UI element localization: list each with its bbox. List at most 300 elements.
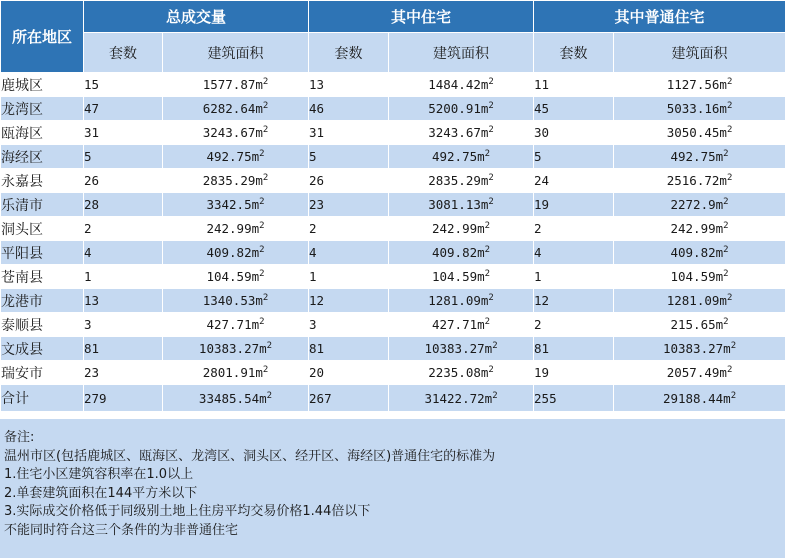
area-unit-superscript: 2	[726, 172, 733, 183]
ordinary-area	[614, 385, 786, 412]
notes-line: 温州市区(包括鹿城区、瓯海区、龙湾区、洞头区、经开区、海经区)普通住宅的标准为	[4, 448, 496, 464]
total-area	[163, 97, 309, 121]
region-name	[1, 313, 84, 337]
residential-area-value: 242.99	[431, 221, 478, 236]
total-area-value: 6282.64	[202, 101, 256, 116]
table-row	[1, 241, 786, 265]
ordinary-count-value: 24	[534, 173, 550, 188]
residential-area	[389, 337, 534, 361]
residential-area-value: 1281.09	[428, 293, 481, 308]
area-unit: m	[719, 101, 727, 116]
region-name	[1, 193, 84, 217]
total-count-value: 47	[84, 101, 100, 116]
area-unit-superscript: 2	[488, 124, 494, 135]
sub-header-area: 建筑面积	[163, 33, 309, 73]
ordinary-area	[614, 169, 786, 193]
residential-count	[309, 313, 389, 337]
ordinary-area-value: 409.82	[670, 245, 716, 260]
region-name-value: 洞头区	[1, 221, 43, 238]
region-name-value: 文成县	[1, 341, 43, 358]
total-area-value: 409.82	[206, 245, 252, 260]
ordinary-area	[614, 145, 786, 169]
residential-count	[309, 337, 389, 361]
ordinary-count-value: 45	[534, 101, 550, 116]
area-unit: m	[251, 149, 260, 164]
area-unit-superscript: 2	[723, 268, 729, 279]
residential-count	[309, 385, 389, 412]
total-label	[1, 385, 84, 412]
area-unit: m	[480, 125, 489, 140]
area-unit: m	[715, 317, 724, 332]
ordinary-count-value: 2	[534, 221, 542, 236]
area-unit-superscript: 2	[262, 292, 269, 303]
residential-area-value: 2235.08	[428, 365, 481, 380]
total-count	[84, 241, 163, 265]
area-unit-superscript: 2	[723, 220, 729, 231]
region-name-value: 龙湾区	[1, 101, 43, 118]
area-unit-superscript: 2	[488, 364, 494, 375]
residential-count-value: 20	[309, 365, 325, 380]
area-unit-superscript: 2	[723, 244, 729, 255]
residential-area	[389, 145, 534, 169]
total-area	[163, 385, 309, 412]
region-name	[1, 217, 84, 241]
total-count-value: 26	[84, 173, 100, 188]
total-count-value: 4	[84, 245, 92, 260]
sub-header-row	[1, 33, 786, 73]
ordinary-count	[534, 289, 614, 313]
area-unit-superscript: 2	[488, 172, 494, 183]
area-unit-superscript: 2	[484, 268, 491, 279]
residential-area	[389, 97, 534, 121]
residential-count-value: 267	[309, 390, 332, 406]
ordinary-area	[614, 73, 786, 97]
area-unit-superscript: 2	[488, 76, 494, 87]
total-area	[163, 313, 309, 337]
area-unit-superscript: 2	[726, 124, 733, 135]
residential-count-value: 3	[309, 317, 317, 332]
region-name	[1, 121, 84, 145]
total-count-value: 81	[84, 341, 100, 356]
area-unit-superscript: 2	[259, 316, 265, 327]
ordinary-count-value: 5	[534, 149, 542, 164]
region-name-value: 瑞安市	[1, 365, 43, 382]
table-row	[1, 193, 786, 217]
ordinary-count	[534, 337, 614, 361]
area-unit: m	[251, 269, 260, 284]
total-area	[163, 145, 309, 169]
total-area	[163, 361, 309, 385]
region-name	[1, 289, 84, 313]
region-name-value: 乐清市	[1, 197, 43, 214]
area-unit-superscript: 2	[266, 390, 273, 401]
region-name	[1, 97, 84, 121]
group-header-row	[1, 1, 786, 33]
area-unit: m	[719, 125, 727, 140]
ordinary-count	[534, 265, 614, 289]
residential-area-value: 10383.27	[424, 341, 485, 356]
area-unit-superscript: 2	[262, 100, 269, 111]
ordinary-area-value: 2516.72	[666, 173, 720, 188]
residential-count	[309, 217, 389, 241]
ordinary-area-value: 1281.09	[666, 293, 720, 308]
total-area-value: 2835.29	[202, 173, 256, 188]
notes-line: 2.单套建筑面积在144平方米以下	[4, 485, 198, 501]
ordinary-count-value: 255	[534, 390, 557, 406]
area-unit: m	[255, 77, 263, 92]
ordinary-count-value: 11	[534, 77, 550, 92]
area-unit-superscript: 2	[484, 148, 491, 159]
ordinary-area-value: 2057.49	[666, 365, 720, 380]
area-unit: m	[255, 101, 263, 116]
residential-area	[389, 265, 534, 289]
ordinary-count-value: 12	[534, 293, 550, 308]
area-unit-superscript: 2	[262, 76, 269, 87]
residential-count	[309, 193, 389, 217]
residential-area-value: 3243.67	[428, 125, 481, 140]
ordinary-area-value: 29188.44	[662, 390, 724, 406]
notes-line: 1.住宅小区建筑容积率在1.0以上	[4, 467, 194, 483]
total-count-value: 31	[84, 125, 100, 140]
area-unit: m	[477, 269, 485, 284]
total-area	[163, 289, 309, 313]
total-area-value: 33485.54	[198, 390, 260, 406]
area-unit: m	[723, 341, 731, 356]
area-unit: m	[484, 390, 493, 406]
ordinary-count-value: 30	[534, 125, 550, 140]
area-unit-superscript: 2	[723, 196, 729, 207]
total-count	[84, 97, 163, 121]
ordinary-area	[614, 313, 786, 337]
ordinary-area	[614, 121, 786, 145]
ordinary-area	[614, 241, 786, 265]
residential-count-value: 31	[309, 125, 325, 140]
region-name-value: 平阳县	[1, 245, 43, 262]
total-count	[84, 289, 163, 313]
residential-count-value: 12	[309, 293, 325, 308]
area-unit: m	[259, 341, 267, 356]
total-count-value: 13	[84, 293, 100, 308]
residential-area-value: 2835.29	[428, 173, 481, 188]
area-unit-superscript: 2	[726, 364, 733, 375]
ordinary-count-value: 19	[534, 197, 550, 212]
ordinary-count	[534, 241, 614, 265]
area-unit: m	[251, 245, 260, 260]
total-count	[84, 313, 163, 337]
residential-area	[389, 169, 534, 193]
ordinary-count	[534, 97, 614, 121]
residential-area-value: 3081.13	[428, 197, 481, 212]
total-count	[84, 193, 163, 217]
residential-area	[389, 193, 534, 217]
area-unit-superscript: 2	[262, 364, 269, 375]
area-unit: m	[251, 197, 260, 212]
area-unit: m	[255, 293, 263, 308]
total-area-value: 3342.5	[206, 197, 252, 212]
notes-line: 不能同时符合这三个条件的为非普通住宅	[4, 522, 239, 538]
area-unit: m	[480, 77, 489, 92]
table-header	[1, 1, 786, 73]
residential-area-value: 1484.42	[428, 77, 481, 92]
ordinary-area-value: 215.65	[670, 317, 716, 332]
area-unit: m	[477, 221, 485, 236]
residential-area	[389, 121, 534, 145]
residential-area	[389, 313, 534, 337]
area-unit: m	[719, 173, 727, 188]
table-row	[1, 169, 786, 193]
region-name	[1, 361, 84, 385]
residential-count-value: 2	[309, 221, 317, 236]
residential-area-value: 5200.91	[428, 101, 481, 116]
residential-area	[389, 73, 534, 97]
ordinary-count-value: 2	[534, 317, 542, 332]
table-row	[1, 97, 786, 121]
notes-line: 3.实际成交价格低于同级别土地上住房平均交易价格1.44倍以下	[4, 504, 371, 520]
total-count-value: 279	[84, 390, 107, 406]
notes-box	[0, 419, 785, 558]
residential-count	[309, 73, 389, 97]
table-row	[1, 265, 786, 289]
group-header-ordinary-residential: 其中普通住宅	[534, 1, 786, 33]
total-count-value: 23	[84, 365, 100, 380]
table-row	[1, 313, 786, 337]
total-area-value: 3243.67	[202, 125, 256, 140]
ordinary-area-value: 1127.56	[666, 77, 720, 92]
total-count	[84, 337, 163, 361]
total-count-value: 1	[84, 269, 92, 284]
area-unit: m	[255, 365, 263, 380]
area-unit: m	[715, 149, 724, 164]
area-unit: m	[477, 149, 485, 164]
total-area-value: 242.99	[206, 221, 252, 236]
area-unit: m	[719, 293, 727, 308]
table-row	[1, 289, 786, 313]
ordinary-area	[614, 265, 786, 289]
table-row	[1, 217, 786, 241]
residential-count	[309, 361, 389, 385]
total-row	[1, 385, 786, 412]
ordinary-count	[534, 73, 614, 97]
ordinary-count-value: 4	[534, 245, 542, 260]
residential-count-value: 4	[309, 245, 317, 260]
residential-area	[389, 385, 534, 412]
table-row	[1, 361, 786, 385]
residential-count-value: 81	[309, 341, 325, 356]
total-count	[84, 361, 163, 385]
residential-area	[389, 289, 534, 313]
residential-area	[389, 241, 534, 265]
sub-header-count: 套数	[309, 33, 389, 73]
total-area-value: 492.75	[206, 149, 252, 164]
residential-area-value: 104.59	[431, 269, 478, 284]
residential-count-value: 26	[309, 173, 325, 188]
residential-count-value: 5	[309, 149, 317, 164]
area-unit-superscript: 2	[262, 124, 269, 135]
area-unit: m	[723, 390, 731, 406]
region-name-value: 瓯海区	[1, 125, 43, 142]
area-unit-superscript: 2	[259, 268, 265, 279]
residential-area	[389, 217, 534, 241]
total-area	[163, 337, 309, 361]
ordinary-count	[534, 121, 614, 145]
ordinary-area	[614, 97, 786, 121]
ordinary-count	[534, 313, 614, 337]
ordinary-area-value: 492.75	[670, 149, 716, 164]
area-unit-superscript: 2	[488, 196, 494, 207]
region-name	[1, 265, 84, 289]
area-unit: m	[480, 101, 489, 116]
residential-area-value: 409.82	[431, 245, 478, 260]
area-unit-superscript: 2	[492, 340, 498, 351]
ordinary-area	[614, 289, 786, 313]
area-unit-superscript: 2	[484, 220, 491, 231]
area-unit: m	[715, 221, 724, 236]
total-area-value: 104.59	[206, 269, 252, 284]
total-area-value: 10383.27	[198, 341, 260, 356]
region-name	[1, 169, 84, 193]
ordinary-count-value: 1	[534, 269, 542, 284]
total-area	[163, 73, 309, 97]
total-count	[84, 169, 163, 193]
area-unit-superscript: 2	[484, 316, 491, 327]
area-unit: m	[715, 245, 724, 260]
area-unit: m	[255, 173, 263, 188]
area-unit-superscript: 2	[484, 244, 491, 255]
area-unit-superscript: 2	[488, 100, 494, 111]
table-row	[1, 121, 786, 145]
area-unit: m	[477, 245, 485, 260]
residential-count	[309, 289, 389, 313]
ordinary-count	[534, 361, 614, 385]
region-name	[1, 337, 84, 361]
total-count	[84, 217, 163, 241]
total-area	[163, 193, 309, 217]
area-unit: m	[480, 197, 489, 212]
residential-count-value: 1	[309, 269, 317, 284]
residential-count	[309, 121, 389, 145]
region-name-value: 永嘉县	[1, 173, 43, 190]
total-count	[84, 265, 163, 289]
area-unit: m	[255, 125, 263, 140]
total-area-value: 1577.87	[202, 77, 256, 92]
residential-count	[309, 265, 389, 289]
total-count	[84, 73, 163, 97]
group-header-residential: 其中住宅	[309, 1, 534, 33]
area-unit-superscript: 2	[730, 340, 737, 351]
residential-count-value: 46	[309, 101, 325, 116]
ordinary-count	[534, 385, 614, 412]
area-unit: m	[251, 221, 260, 236]
region-header: 所在地区	[1, 1, 84, 73]
sub-header-count: 套数	[534, 33, 614, 73]
region-name	[1, 73, 84, 97]
ordinary-count	[534, 193, 614, 217]
residential-area-value: 31422.72	[424, 390, 485, 406]
area-unit-superscript: 2	[266, 340, 273, 351]
total-count-value: 15	[84, 77, 100, 92]
area-unit-superscript: 2	[726, 100, 733, 111]
total-area	[163, 121, 309, 145]
area-unit-superscript: 2	[723, 148, 729, 159]
residential-count	[309, 97, 389, 121]
area-unit: m	[715, 269, 724, 284]
area-unit-superscript: 2	[259, 148, 265, 159]
residential-count	[309, 145, 389, 169]
residential-count-value: 23	[309, 197, 325, 212]
total-count	[84, 121, 163, 145]
ordinary-area-value: 242.99	[670, 221, 716, 236]
total-count-value: 3	[84, 317, 92, 332]
residential-count	[309, 241, 389, 265]
ordinary-count	[534, 145, 614, 169]
sub-header-count: 套数	[84, 33, 163, 73]
total-count-value: 28	[84, 197, 100, 212]
region-name-value: 鹿城区	[1, 77, 43, 94]
total-area	[163, 217, 309, 241]
area-unit: m	[484, 341, 493, 356]
residential-count-value: 13	[309, 77, 325, 92]
area-unit: m	[480, 173, 489, 188]
area-unit-superscript: 2	[262, 172, 269, 183]
ordinary-area	[614, 361, 786, 385]
area-unit: m	[477, 317, 485, 332]
region-name-value: 海经区	[1, 149, 43, 166]
region-name-value: 泰顺县	[1, 317, 43, 334]
table-row	[1, 73, 786, 97]
area-unit-superscript: 2	[488, 292, 494, 303]
area-unit: m	[259, 390, 267, 406]
residential-area-value: 427.71	[431, 317, 478, 332]
group-header-total: 总成交量	[84, 1, 309, 33]
total-count-value: 2	[84, 221, 92, 236]
region-name	[1, 145, 84, 169]
total-count-value: 5	[84, 149, 92, 164]
residential-count	[309, 169, 389, 193]
total-area	[163, 265, 309, 289]
area-unit: m	[480, 293, 489, 308]
table-row	[1, 337, 786, 361]
area-unit-superscript: 2	[723, 316, 729, 327]
region-name	[1, 241, 84, 265]
residential-area	[389, 361, 534, 385]
total-area	[163, 241, 309, 265]
sub-header-area: 建筑面积	[389, 33, 534, 73]
residential-area-value: 492.75	[431, 149, 478, 164]
total-area-value: 427.71	[206, 317, 252, 332]
total-label-value: 合计	[1, 391, 29, 407]
ordinary-count-value: 19	[534, 365, 550, 380]
ordinary-area	[614, 337, 786, 361]
area-unit-superscript: 2	[259, 244, 265, 255]
area-unit: m	[719, 365, 727, 380]
total-area-value: 2801.91	[202, 365, 256, 380]
total-count	[84, 145, 163, 169]
area-unit: m	[480, 365, 489, 380]
ordinary-area-value: 5033.16	[666, 101, 720, 116]
area-unit-superscript: 2	[730, 390, 737, 401]
notes-title: 备注:	[4, 430, 35, 445]
table-body	[1, 73, 786, 412]
region-name-value: 苍南县	[1, 269, 43, 286]
ordinary-area	[614, 217, 786, 241]
sub-header-area: 建筑面积	[614, 33, 786, 73]
area-unit-superscript: 2	[259, 220, 265, 231]
ordinary-count	[534, 217, 614, 241]
total-area-value: 1340.53	[202, 293, 256, 308]
ordinary-area	[614, 193, 786, 217]
region-name-value: 龙港市	[1, 293, 43, 310]
ordinary-area-value: 2272.9	[670, 197, 716, 212]
